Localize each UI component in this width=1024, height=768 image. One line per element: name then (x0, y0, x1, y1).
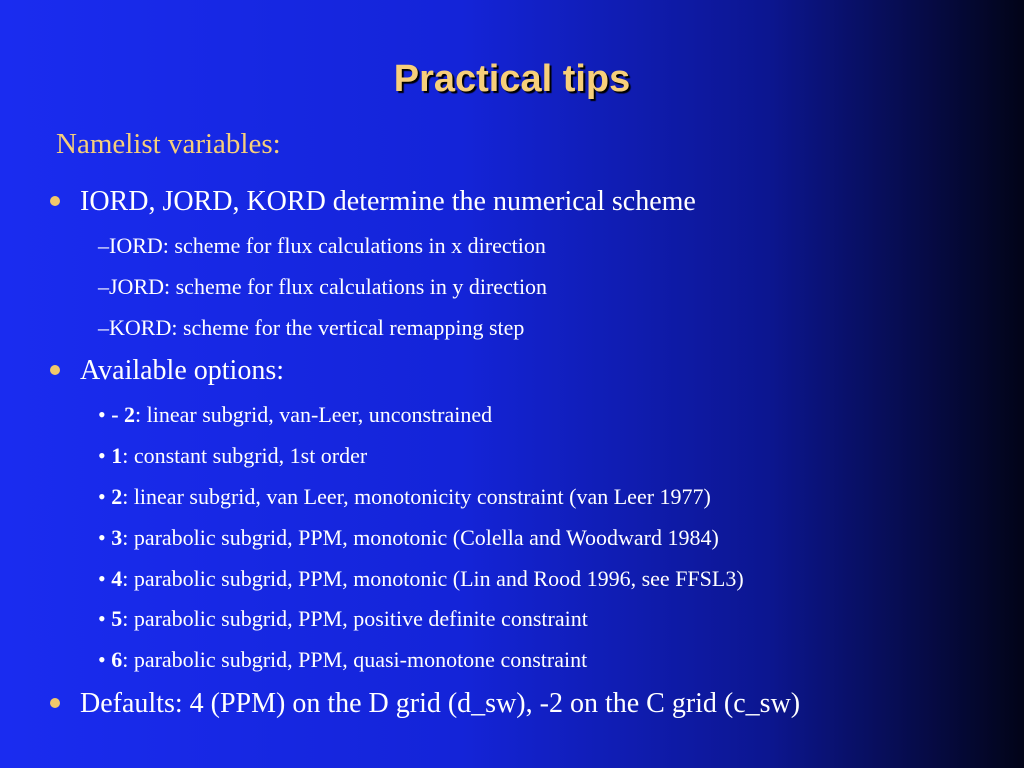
option-item (98, 442, 367, 470)
option-code: 4 (111, 566, 123, 591)
option-code: - 2 (111, 402, 136, 427)
option-item (98, 605, 588, 633)
option-prefix: • (98, 402, 112, 427)
bullet-text: Available options: (80, 355, 284, 386)
option-prefix: • (98, 647, 112, 672)
option-item (98, 565, 744, 593)
option-text: : parabolic subgrid, PPM, positive definite constraint (122, 606, 588, 631)
option-item (98, 483, 711, 511)
sub-item: –IORD: scheme for flux calculations in x direction (98, 233, 546, 258)
option-code: 5 (111, 606, 123, 631)
option-code: 1 (111, 443, 123, 468)
option-code: 3 (111, 525, 123, 550)
option-prefix: • (98, 606, 112, 631)
bullet-item (50, 354, 284, 388)
option-text: : linear subgrid, van-Leer, unconstrained (135, 402, 493, 427)
option-text: : parabolic subgrid, PPM, quasi-monotone constraint (122, 647, 588, 672)
option-text: : linear subgrid, van Leer, monotonicity constraint (van Leer 1977) (122, 484, 711, 509)
bullet-text: Defaults: 4 (PPM) on the D grid (d_sw), -2 on the C grid (c_sw) (80, 688, 801, 719)
option-item (98, 646, 587, 674)
bullet-item (50, 185, 696, 219)
bullet-dot-icon (50, 698, 60, 708)
option-prefix: • (98, 484, 112, 509)
option-item (98, 401, 492, 429)
bullet-text: IORD, JORD, KORD determine the numerical scheme (80, 186, 696, 217)
slide-title: Practical tips (393, 58, 631, 100)
option-text: : constant subgrid, 1st order (122, 443, 368, 468)
option-code: 6 (111, 647, 123, 672)
option-prefix: • (98, 566, 112, 591)
sub-item: –KORD: scheme for the vertical remapping step (98, 315, 525, 340)
option-text: : parabolic subgrid, PPM, monotonic (Lin and Rood 1996, see FFSL3) (122, 566, 744, 591)
sub-item: –JORD: scheme for flux calculations in y direction (98, 274, 548, 299)
option-item (98, 524, 719, 552)
option-code: 2 (111, 484, 123, 509)
option-prefix: • (98, 525, 112, 550)
bullet-dot-icon (50, 196, 60, 206)
option-text: : parabolic subgrid, PPM, monotonic (Colella and Woodward 1984) (122, 525, 719, 550)
bullet-item (50, 687, 800, 721)
bullet-dot-icon (50, 365, 60, 375)
slide-subtitle: Namelist variables: (56, 128, 281, 160)
option-prefix: • (98, 443, 112, 468)
